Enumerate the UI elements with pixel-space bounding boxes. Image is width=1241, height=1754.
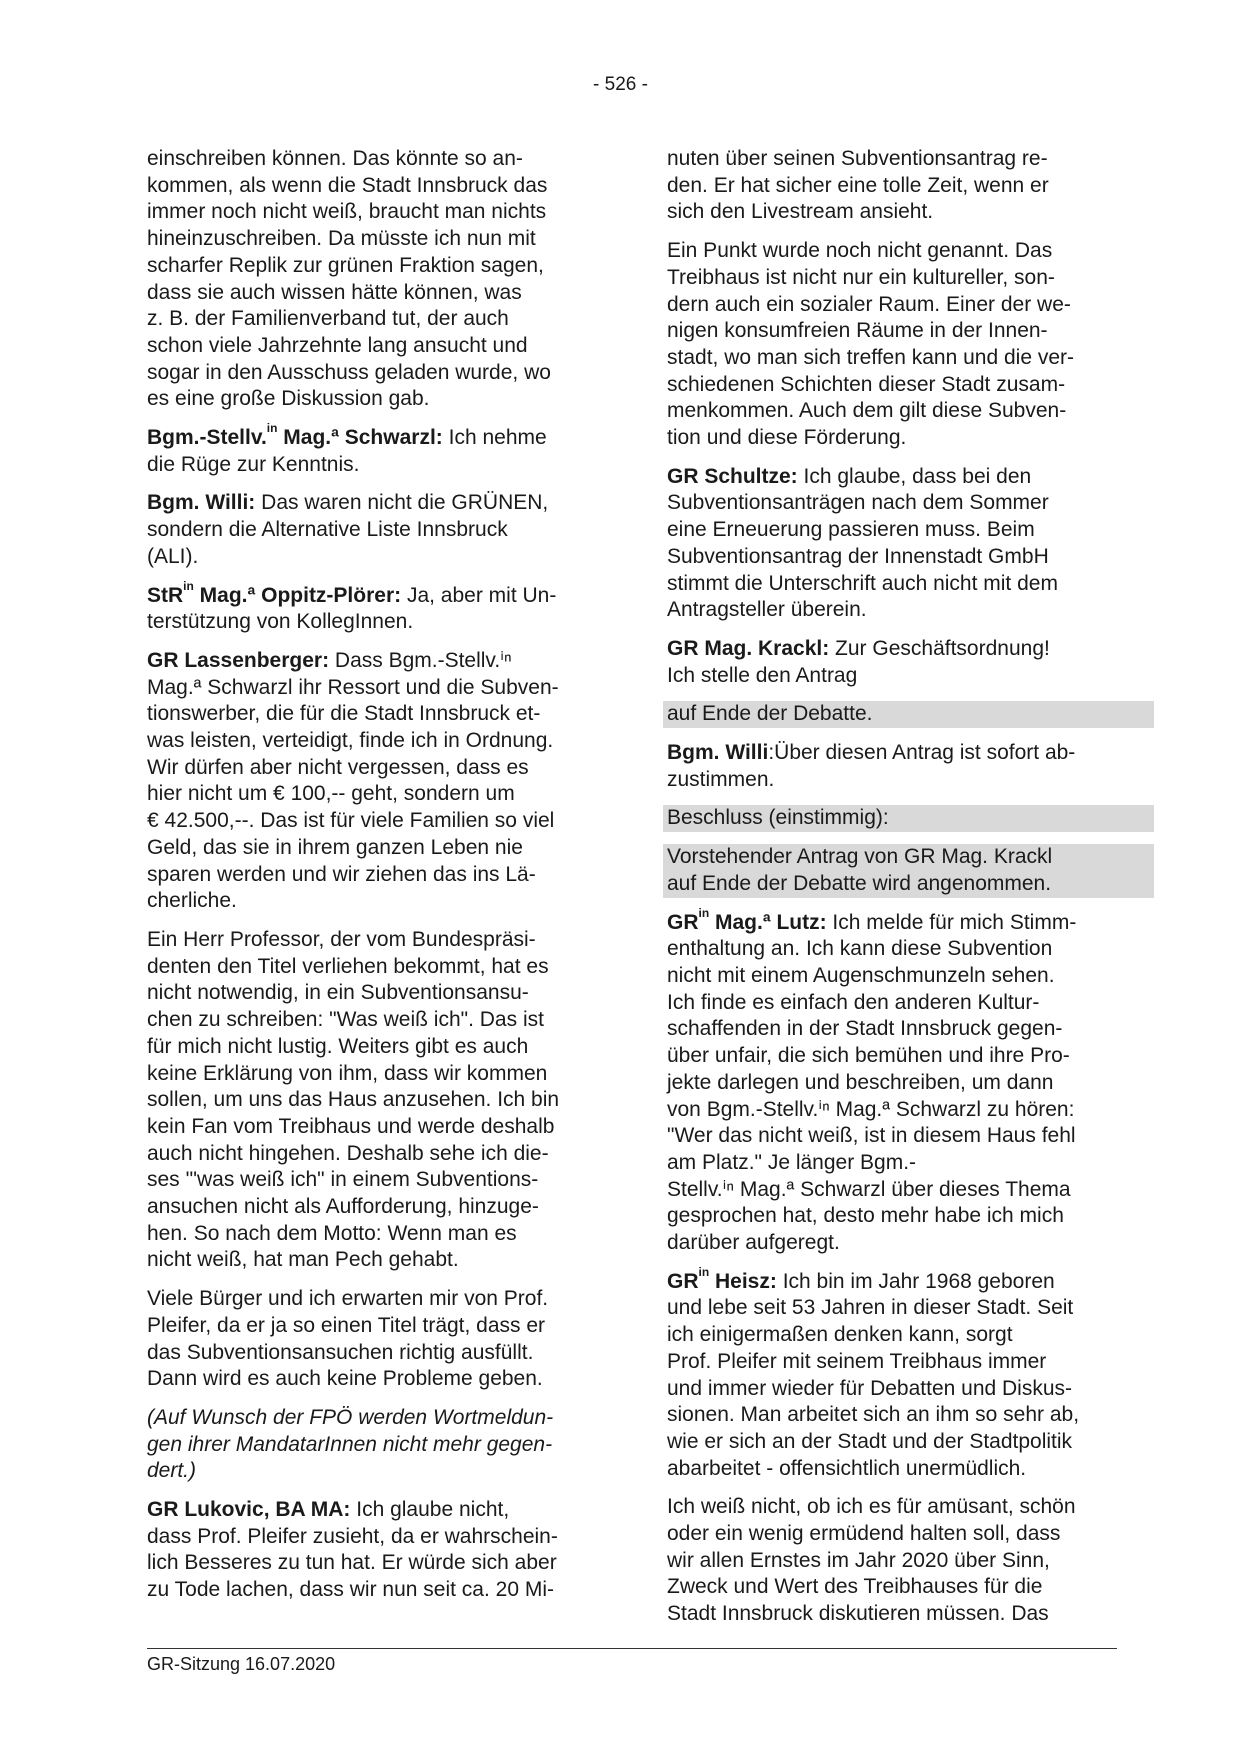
text-line: über unfair, die sich bemühen und ihre Pro- xyxy=(667,1044,1070,1068)
text-line: Treibhaus ist nicht nur ein kultureller, son- xyxy=(667,265,1055,289)
text-line: tionswerber, die für die Stadt Innsbruck et- xyxy=(147,702,541,726)
text-line: hineinzuschreiben. Da müsste ich nun mit xyxy=(147,227,536,251)
text-line: sondern die Alternative Liste Innsbruck xyxy=(147,518,508,542)
text-line: abarbeitet - offensichtlich unermüdlich. xyxy=(667,1456,1027,1480)
text-line: (ALI). xyxy=(147,544,199,568)
speaker-name: GR Schultze: xyxy=(667,464,798,488)
text-line: eine Erneuerung passieren muss. Beim xyxy=(667,518,1035,542)
speaker-name: GR Mag. Krackl: xyxy=(667,636,830,660)
text-line: dert.) xyxy=(147,1459,197,1483)
paragraph xyxy=(147,648,592,915)
text-line: und immer wieder für Debatten und Diskus- xyxy=(667,1376,1073,1400)
text-line: zu Tode lachen, dass wir nun seit ca. 20 Mi- xyxy=(147,1578,554,1602)
text-line: schaffenden in der Stadt Innsbruck gegen- xyxy=(667,1017,1063,1041)
text-line: denten den Titel verliehen bekommt, hat es xyxy=(147,954,549,978)
text-line: hen. So nach dem Motto: Wenn man es xyxy=(147,1221,517,1245)
text-line: stimmt die Unterschrift auch nicht mit dem xyxy=(667,571,1058,595)
paragraph xyxy=(147,927,592,1274)
text-line: € 42.500,--. Das ist für viele Familien so viel xyxy=(147,809,555,833)
text-line: kein Fan vom Treibhaus und werde deshalb xyxy=(147,1114,555,1138)
right-column xyxy=(667,146,1112,1640)
text-line: Ich nehme xyxy=(442,426,547,450)
paragraph xyxy=(147,146,592,413)
text-line: auch nicht hingehen. Deshalb sehe ich die- xyxy=(147,1141,549,1165)
paragraph xyxy=(147,421,592,478)
text-line: ansuchen nicht als Aufforderung, hinzuge- xyxy=(147,1195,539,1219)
text-line: es eine große Diskussion gab. xyxy=(147,387,430,411)
speaker-name: GR Lukovic, BA MA: xyxy=(147,1498,351,1522)
text-line: Dass Bgm.-Stellv.ⁱⁿ xyxy=(329,648,512,672)
text-line: sich den Livestream ansieht. xyxy=(667,200,934,224)
text-line: Zweck und Wert des Treibhauses für die xyxy=(667,1575,1043,1599)
paragraph xyxy=(667,1264,1112,1483)
text-line: ich einigermaßen denken kann, sorgt xyxy=(667,1323,1013,1347)
text-line: das Subventionsansuchen richtig ausfüllt. xyxy=(147,1340,534,1364)
speaker-name: Bgm. Willi xyxy=(667,741,769,765)
text-line: auf Ende der Debatte. xyxy=(667,702,873,726)
paragraph xyxy=(147,1405,592,1485)
paragraph xyxy=(667,238,1112,452)
text-line: einschreiben können. Das könnte so an- xyxy=(147,147,523,170)
text-line: nicht weiß, hat man Pech gehabt. xyxy=(147,1248,459,1272)
text-line: darüber aufgeregt. xyxy=(667,1231,840,1255)
text-line: Stadt Innsbruck diskutieren müssen. Das xyxy=(667,1602,1049,1626)
text-line: Stellv.ⁱⁿ Mag.ª Schwarzl über dieses Thema xyxy=(667,1177,1071,1201)
text-line: Pleifer, da er ja so einen Titel trägt, dass er xyxy=(147,1313,546,1337)
text-line: Ich melde für mich Stimm- xyxy=(826,910,1077,934)
text-line: Geld, das sie in ihrem ganzen Leben nie xyxy=(147,835,523,859)
text-line: tion und diese Förderung. xyxy=(667,426,907,450)
text-line: Mag.ª Schwarzl ihr Ressort und die Subven- xyxy=(147,675,559,699)
text-line: nicht mit einem Augenschmunzeln sehen. xyxy=(667,963,1055,987)
paragraph xyxy=(147,578,592,636)
text-line: von Bgm.-Stellv.ⁱⁿ Mag.ª Schwarzl zu hören: xyxy=(667,1097,1075,1121)
speaker-name: Bgm.-Stellv.$^{in}$ Mag.ª Schwarzl: xyxy=(147,421,443,450)
text-line: hier nicht um € 100,-- geht, sondern um xyxy=(147,782,515,806)
paragraph xyxy=(667,464,1112,624)
text-line: Ich finde es einfach den anderen Kultur- xyxy=(667,990,1040,1014)
text-line: Ich glaube, dass bei den xyxy=(797,464,1032,488)
speaker-name: $GR^{in}$ Mag.ª Lutz: xyxy=(667,905,827,934)
text-line: Zur Geschäftsordnung! xyxy=(829,636,1050,660)
paragraph xyxy=(663,844,1154,897)
paragraph xyxy=(147,490,592,570)
paragraph xyxy=(667,636,1112,689)
text-line: Wir dürfen aber nicht vergessen, dass es xyxy=(147,755,529,779)
text-line: enthaltung an. Ich kann diese Subvention xyxy=(667,937,1053,961)
text-line: was leisten, verteidigt, finde ich in Ordnung. xyxy=(147,729,554,753)
footer-text: GR-Sitzung 16.07.2020 xyxy=(147,1654,336,1674)
paragraph xyxy=(147,1286,592,1393)
text-line: wir allen Ernstes im Jahr 2020 über Sinn, xyxy=(667,1548,1050,1572)
page-number: - 526 - xyxy=(593,74,648,95)
text-line: cherliche. xyxy=(147,889,237,913)
text-line: ses '"was weiß ich" in einem Subventions- xyxy=(147,1168,539,1192)
text-line: kommen, als wenn die Stadt Innsbruck das xyxy=(147,173,548,197)
text-line: Ja, aber mit Un- xyxy=(401,583,557,607)
speaker-name: $GR^{in}$ Heisz: xyxy=(667,1264,777,1293)
text-line: :Über diesen Antrag ist sofort ab- xyxy=(768,741,1076,765)
text-line: nigen konsumfreien Räume in der Innen- xyxy=(667,319,1048,343)
text-line: keine Erklärung von ihm, dass wir kommen xyxy=(147,1061,548,1085)
speaker-name: GR Lassenberger: xyxy=(147,648,330,672)
text-line: Ein Herr Professor, der vom Bundespräsi- xyxy=(147,927,536,951)
text-line: sparen werden und wir ziehen das ins Lä- xyxy=(147,862,536,886)
text-line: Antragsteller überein. xyxy=(667,598,867,622)
text-line: schiedenen Schichten dieser Stadt zusam- xyxy=(667,372,1066,396)
text-line: Ich bin im Jahr 1968 geboren xyxy=(776,1269,1055,1293)
text-line: Dann wird es auch keine Probleme geben. xyxy=(147,1367,543,1391)
text-line: schon viele Jahrzehnte lang ansucht und xyxy=(147,333,528,357)
text-line: Das waren nicht die GRÜNEN, xyxy=(255,491,549,515)
paragraph xyxy=(147,1497,592,1604)
text-line: Ein Punkt wurde noch nicht genannt. Das xyxy=(667,239,1053,263)
text-line: Prof. Pleifer mit seinem Treibhaus immer xyxy=(667,1349,1047,1373)
text-line: menkommen. Auch dem gilt diese Subven- xyxy=(667,399,1067,423)
text-line: am Platz." Je länger Bgm.- xyxy=(667,1150,917,1174)
paragraph xyxy=(663,701,1154,728)
text-line: gen ihrer MandatarInnen nicht mehr gegen- xyxy=(147,1432,553,1456)
text-line: lich Besseres zu tun hat. Er würde sich aber xyxy=(147,1551,557,1575)
paragraph xyxy=(667,146,1112,226)
text-line: Vorstehender Antrag von GR Mag. Krackl xyxy=(667,845,1053,869)
text-line: den. Er hat sicher eine tolle Zeit, wenn er xyxy=(667,173,1049,197)
text-line: scharfer Replik zur grünen Fraktion sagen, xyxy=(147,253,544,277)
paragraph xyxy=(667,740,1112,793)
text-line: zustimmen. xyxy=(667,767,775,791)
text-line: Beschluss (einstimmig): xyxy=(667,806,889,830)
text-line: "Wer das nicht weiß, ist in diesem Haus fehl xyxy=(667,1124,1076,1148)
text-line: Ich weiß nicht, ob ich es für amüsant, schön xyxy=(667,1495,1076,1519)
footer-divider xyxy=(147,1648,1117,1649)
speaker-name: Bgm. Willi: xyxy=(147,491,256,515)
text-line: gesprochen hat, desto mehr habe ich mich xyxy=(667,1204,1064,1228)
text-line: (Auf Wunsch der FPÖ werden Wortmeldun- xyxy=(147,1405,554,1429)
text-line: nicht notwendig, in ein Subventionsansu- xyxy=(147,981,529,1005)
text-line: dern auch ein sozialer Raum. Einer der we- xyxy=(667,292,1071,316)
text-line: und lebe seit 53 Jahren in dieser Stadt. Seit xyxy=(667,1296,1074,1320)
paragraph xyxy=(667,905,1112,1257)
text-line: dass Prof. Pleifer zusieht, da er wahrschein- xyxy=(147,1524,558,1548)
speaker-name: StR$^{in}$ Mag.ª Oppitz-Plörer: xyxy=(147,578,402,607)
text-line: stadt, wo man sich treffen kann und die ver- xyxy=(667,345,1074,369)
text-line: die Rüge zur Kenntnis. xyxy=(147,452,360,476)
text-line: Subventionsanträgen nach dem Sommer xyxy=(667,491,1049,515)
paragraph xyxy=(663,805,1154,832)
text-line: wie er sich an der Stadt und der Stadtpolitik xyxy=(667,1429,1073,1453)
text-line: immer noch nicht weiß, braucht man nichts xyxy=(147,200,547,224)
text-line: auf Ende der Debatte wird angenommen. xyxy=(667,871,1052,895)
text-line: Viele Bürger und ich erwarten mir von Prof. xyxy=(147,1287,549,1311)
text-line: sogar in den Ausschuss geladen wurde, wo xyxy=(147,360,551,384)
text-line: dass sie auch wissen hätte können, was xyxy=(147,280,522,304)
text-line: Ich stelle den Antrag xyxy=(667,663,858,687)
text-line: Subventionsantrag der Innenstadt GmbH xyxy=(667,544,1049,568)
text-line: sollen, um uns das Haus anzusehen. Ich bin xyxy=(147,1088,560,1112)
text-line: jekte darlegen und beschreiben, um dann xyxy=(667,1070,1054,1094)
text-line: nuten über seinen Subventionsantrag re- xyxy=(667,147,1048,170)
text-line: für mich nicht lustig. Weiters gibt es auch xyxy=(147,1034,529,1058)
text-line: sionen. Man arbeitet sich an ihm so sehr ab, xyxy=(667,1403,1080,1427)
text-line: chen zu schreiben: "Was weiß ich". Das ist xyxy=(147,1008,544,1032)
text-line: oder ein wenig ermüdend halten soll, dass xyxy=(667,1522,1061,1546)
left-column xyxy=(147,146,592,1616)
text-line: Ich glaube nicht, xyxy=(350,1498,510,1522)
paragraph xyxy=(667,1494,1112,1628)
text-line: terstützung von KollegInnen. xyxy=(147,610,414,634)
text-line: z. B. der Familienverband tut, der auch xyxy=(147,307,509,331)
